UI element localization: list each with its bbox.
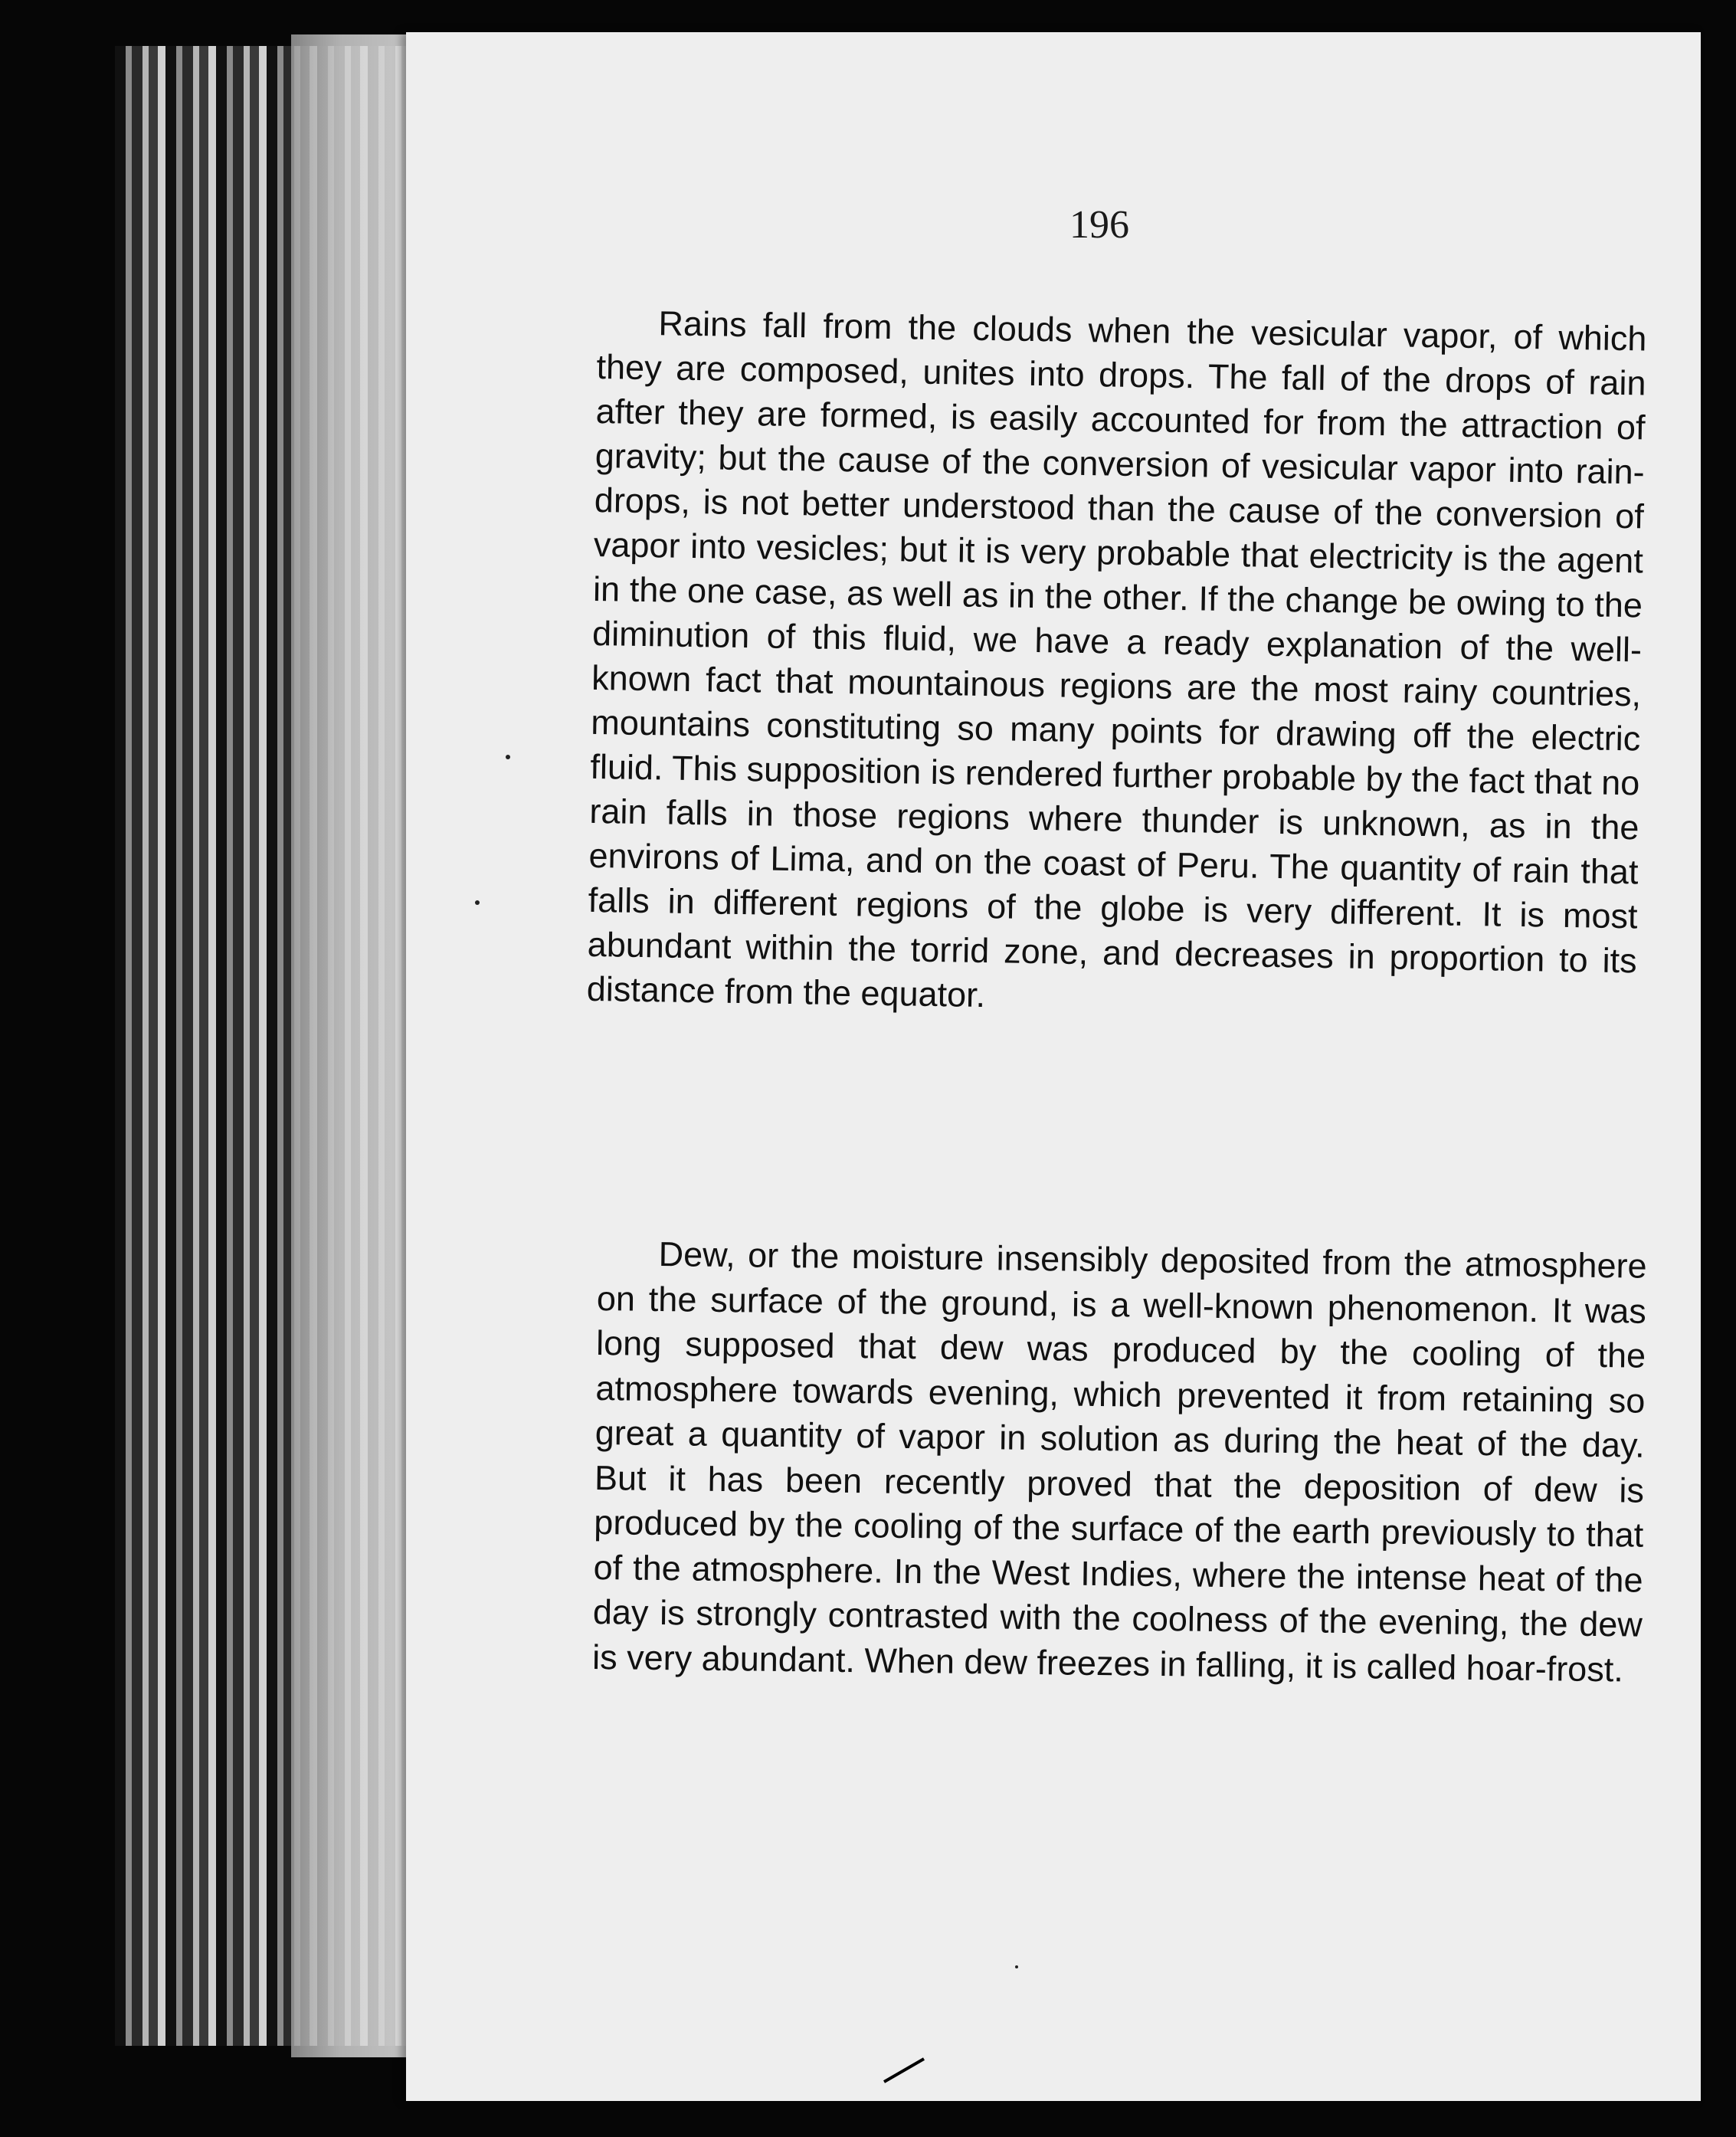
paragraph-rain: Rains fall from the clouds when the vesicular vapor, of which they are composed, unites into drops. The fall of the drops of rain after they are formed, is easily accounted for from the attraction of gravity; but the cause of the conversion of vesicular vapor into rain-drops, is not better understood than the cause of the conversion of vapor into vesicles; but it is very probable that electricity is the agent in the one case, as well as in the other. If the change be owing to the diminution of this fluid, we have a ready explanation of the well-known fact that mountainous regions are the most rainy countries, mountains constituting so many points for drawing off the electric fluid. This supposition is rendered further probable by the fact that no rain falls in those regions where thunder is unknown, as in the environs of Lima, and on the coast of Peru. The quantity of rain that falls in different regions of the globe is very different. It is most abundant within the torrid zone, and decreases in proportion to its distance from the equator.	[586, 303, 1647, 1015]
ink-speck	[1015, 1965, 1018, 1968]
paragraph-dew: Dew, or the moisture insensibly deposited from the atmosphere on the surface of the ground, is a well-known phenomenon. It was long supposed that dew was produced by the cooling of the atmosphere towards evening, which prevented it from retaining so great a quantity of vapor in solution as during the heat of the day. But it has been recently proved that the deposition of dew is produced by the cooling of the surface of the earth previously to that of the atmosphere. In the West Indies, where the intense heat of the day is strongly contrasted with the coolness of the evening, the dew is very abundant. When dew freezes in falling, it is called hoar-frost.	[591, 1234, 1647, 1689]
ink-speck	[475, 900, 480, 905]
page-number: 196	[1069, 203, 1129, 247]
book-page	[406, 32, 1701, 2101]
book-page-edges-highlight	[291, 34, 414, 2057]
ink-speck	[506, 755, 510, 759]
